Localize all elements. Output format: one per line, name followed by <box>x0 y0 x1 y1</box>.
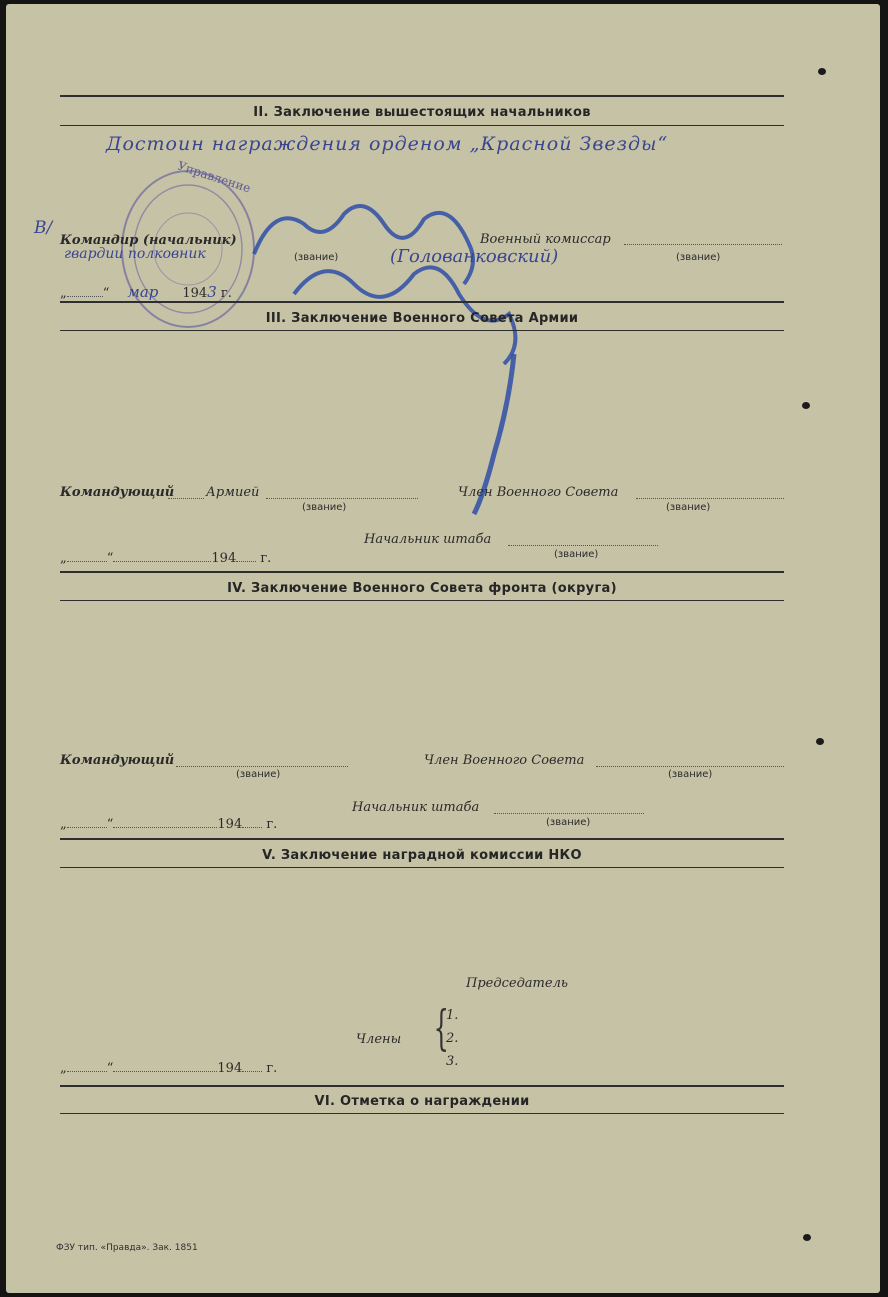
date-quote-open: „ <box>60 286 67 301</box>
chief-of-staff-line <box>494 813 644 814</box>
date-line: „ “ 194 г. <box>60 817 278 832</box>
date-quote-close: “ <box>102 286 110 301</box>
rank-caption: (звание) <box>676 252 721 263</box>
commander-label: Командир (начальник) <box>60 233 237 248</box>
handwritten-conclusion: Достоин награждения орденом „Красной Звезды“ <box>106 133 669 155</box>
section-rule <box>60 571 784 573</box>
binder-hole <box>803 1234 811 1241</box>
members-label: Члены <box>356 1032 402 1047</box>
army-label: Армией <box>206 485 260 500</box>
member-2: 2. <box>446 1031 459 1046</box>
handwritten-month: мар <box>127 283 159 301</box>
commanding-label: Командующий <box>60 753 175 768</box>
section-rule <box>60 838 784 840</box>
section-rule <box>60 1113 784 1114</box>
handwritten-name: (Голованковский) <box>390 246 559 267</box>
chief-of-staff-label: Начальник штаба <box>364 532 492 547</box>
section-rule <box>60 867 784 868</box>
section-4-heading: IV. Заключение Военного Совета фронта (округа) <box>227 581 617 596</box>
handwritten-initial: В/ <box>34 218 53 238</box>
council-member-label: Член Военного Совета <box>424 753 585 768</box>
chief-of-staff-label: Начальник штаба <box>352 800 480 815</box>
commanding-line <box>168 498 204 499</box>
member-1: 1. <box>446 1008 459 1023</box>
section-6-heading: VI. Отметка о награждении <box>314 1094 530 1109</box>
section-rule <box>60 1085 784 1087</box>
member-3: 3. <box>446 1054 459 1069</box>
document-sheet <box>6 4 880 1293</box>
army-signature-line <box>266 498 418 499</box>
stamp-text: Управление <box>175 158 253 196</box>
year-prefix: 194 <box>182 286 208 301</box>
rank-caption: (звание) <box>294 252 339 263</box>
section-3-heading: III. Заключение Военного Совета Армии <box>265 311 579 326</box>
chief-of-staff-line <box>508 545 658 546</box>
section-rule <box>60 301 784 303</box>
rank-caption: (звание) <box>668 769 713 780</box>
binder-hole <box>816 738 824 745</box>
section-rule <box>60 600 784 601</box>
section-5-heading: V. Заключение наградной комиссии НКО <box>262 848 582 863</box>
binder-hole <box>818 68 826 75</box>
commanding-label: Командующий <box>60 485 175 500</box>
council-member-label: Член Военного Совета <box>458 485 619 500</box>
members-brace: { <box>433 1000 449 1056</box>
commissar-signature-line <box>624 244 782 245</box>
section-2-heading: II. Заключение вышестоящих начальников <box>253 105 591 120</box>
chairman-label: Председатель <box>466 976 568 991</box>
binder-hole <box>802 402 810 409</box>
date-line: „ “ 194 г. <box>60 1061 278 1076</box>
commissar-label: Военный комиссар <box>480 232 611 247</box>
rank-caption: (звание) <box>302 502 347 513</box>
rank-caption: (звание) <box>236 769 281 780</box>
handwritten-year-digit: 3 <box>207 283 217 301</box>
section-rule <box>60 95 784 97</box>
rank-caption: (звание) <box>666 502 711 513</box>
section-rule <box>60 125 784 126</box>
handwritten-rank: гвардии полковник <box>64 246 206 262</box>
section-rule <box>60 330 784 331</box>
rank-caption: (звание) <box>546 817 591 828</box>
date-line <box>60 283 232 301</box>
date-line: „ “ 194 г. <box>60 551 272 566</box>
year-suffix: г. <box>220 286 232 301</box>
council-member-line <box>636 498 784 499</box>
printer-footer: ФЗУ тип. «Правда». Зак. 1851 <box>56 1243 198 1253</box>
commanding-line <box>176 766 348 767</box>
rank-caption: (звание) <box>554 549 599 560</box>
council-member-line <box>596 766 784 767</box>
